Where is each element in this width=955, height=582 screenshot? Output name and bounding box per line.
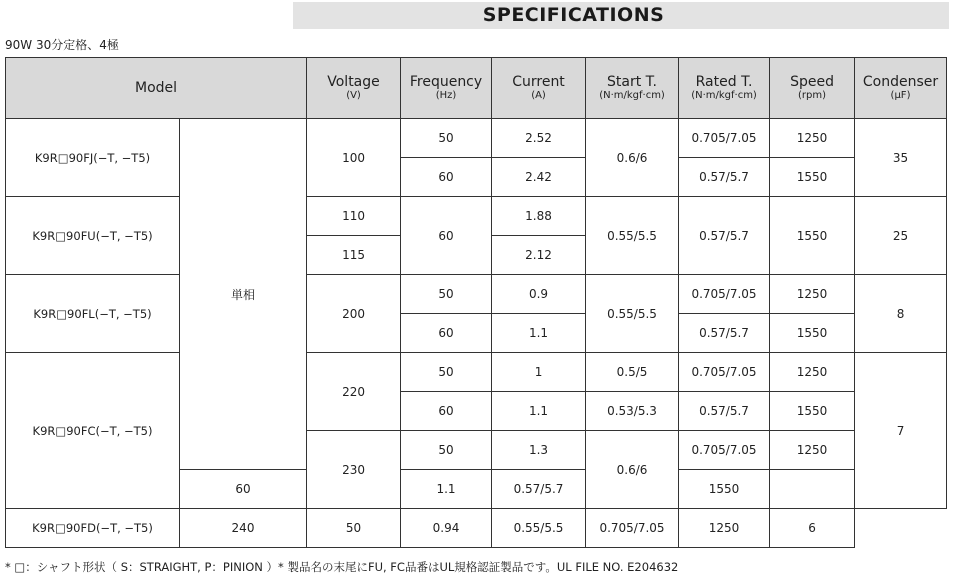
model-cell: K9R□90FU(−T, −T5) [6,197,180,275]
current-cell: 1.1 [401,470,492,509]
spec-table [5,57,947,548]
header-start-torque-unit: (N·m/kgf·cm) [599,90,665,101]
subtitle: 90W 30分定格、4極 [5,38,119,52]
frequency-cell: 50 [401,119,492,158]
start-torque-cell: 0.55/5.5 [586,275,679,353]
header-rated-torque-label: Rated T. [695,74,753,90]
current-cell: 2.42 [492,158,586,197]
table-row [6,509,947,548]
voltage-cell: 100 [307,119,401,197]
header-current-unit: (A) [531,90,546,101]
frequency-cell: 50 [307,509,401,548]
condenser-cell: 6 [770,509,855,548]
start-torque-cell: 0.53/5.3 [586,392,679,431]
table-row [6,353,947,392]
frequency-cell: 60 [180,470,307,509]
speed-cell: 1250 [770,353,855,392]
rated-torque-cell: 0.57/5.7 [679,392,770,431]
current-cell: 1.88 [492,197,586,236]
condenser-cell: 7 [855,353,947,509]
rated-torque-cell: 0.57/5.7 [492,470,586,509]
start-torque-cell: 0.6/6 [586,119,679,197]
rated-torque-cell: 0.57/5.7 [679,197,770,275]
header-model [6,58,307,119]
speed-cell: 1550 [770,392,855,431]
start-torque-cell: 0.5/5 [586,353,679,392]
table-row [6,275,947,314]
current-cell: 0.94 [401,509,492,548]
rated-torque-cell: 0.57/5.7 [679,158,770,197]
current-cell: 1.1 [492,314,586,353]
rated-torque-cell: 0.705/7.05 [679,353,770,392]
voltage-cell: 240 [180,509,307,548]
rated-torque-cell: 0.705/7.05 [679,119,770,158]
header-speed [770,58,855,119]
start-torque-cell: 0.6/6 [586,431,679,509]
speed-cell: 1550 [679,470,770,509]
rated-torque-cell: 0.57/5.7 [679,314,770,353]
header-frequency-unit: (Hz) [435,90,457,101]
voltage-cell: 230 [307,431,401,509]
header-voltage [307,58,401,119]
header-voltage-label: Voltage [327,74,380,90]
model-cell: K9R□90FL(−T, −T5) [6,275,180,353]
header-current [492,58,586,119]
footnote: * □：シャフト形状（ S：STRAIGHT, P：PINION ）* 製品名の末尾にFU, FC品番はUL規格認証製品です。UL FILE NO. E204632 [5,560,679,574]
speed-cell: 1250 [770,119,855,158]
header-model-label: Model [134,80,178,96]
frequency-cell: 50 [401,431,492,470]
frequency-cell: 50 [401,275,492,314]
voltage-cell: 200 [307,275,401,353]
rated-torque-cell: 0.705/7.05 [586,509,679,548]
frequency-cell: 60 [401,158,492,197]
current-cell: 1 [492,353,586,392]
frequency-cell: 50 [401,353,492,392]
voltage-cell: 220 [307,353,401,431]
header-frequency-label: Frequency [409,74,483,90]
start-torque-cell: 0.55/5.5 [586,197,679,275]
voltage-cell: 115 [307,236,401,275]
current-cell: 2.12 [492,236,586,275]
header-frequency [401,58,492,119]
speed-cell: 1550 [770,197,855,275]
condenser-cell: 35 [855,119,947,197]
phase-cell: 単相 [180,119,307,470]
current-cell: 1.3 [492,431,586,470]
speed-cell: 1250 [679,509,770,548]
model-cell: K9R□90FC(−T, −T5) [6,353,180,509]
condenser-cell: 25 [855,197,947,275]
header-condenser-unit: (μF) [890,90,911,101]
condenser-cell: 8 [855,275,947,353]
header-current-label: Current [512,74,565,90]
frequency-cell: 60 [401,314,492,353]
header-speed-label: Speed [790,74,834,90]
current-cell: 2.52 [492,119,586,158]
header-row [6,58,947,119]
header-condenser-label: Condenser [862,74,939,90]
table-row [6,119,947,158]
rated-torque-cell: 0.705/7.05 [679,275,770,314]
model-cell: K9R□90FJ(−T, −T5) [6,119,180,197]
header-start-torque [586,58,679,119]
speed-cell: 1550 [770,158,855,197]
rated-torque-cell: 0.705/7.05 [679,431,770,470]
header-condenser [855,58,947,119]
header-rated-torque-unit: (N·m/kgf·cm) [691,90,757,101]
header-voltage-unit: (V) [346,90,361,101]
speed-cell: 1250 [770,275,855,314]
speed-cell: 1250 [770,431,855,470]
model-cell: K9R□90FD(−T, −T5) [6,509,180,548]
frequency-cell: 60 [401,392,492,431]
title-bar [293,2,949,29]
current-cell: 1.1 [492,392,586,431]
start-torque-cell: 0.55/5.5 [492,509,586,548]
voltage-cell: 110 [307,197,401,236]
header-speed-unit: (rpm) [798,90,827,101]
header-start-torque-label: Start T. [607,74,658,90]
header-rated-torque [679,58,770,119]
speed-cell: 1550 [770,314,855,353]
table-row [6,197,947,236]
page-title: SPECIFICATIONS [482,4,665,26]
frequency-cell: 60 [401,197,492,275]
current-cell: 0.9 [492,275,586,314]
